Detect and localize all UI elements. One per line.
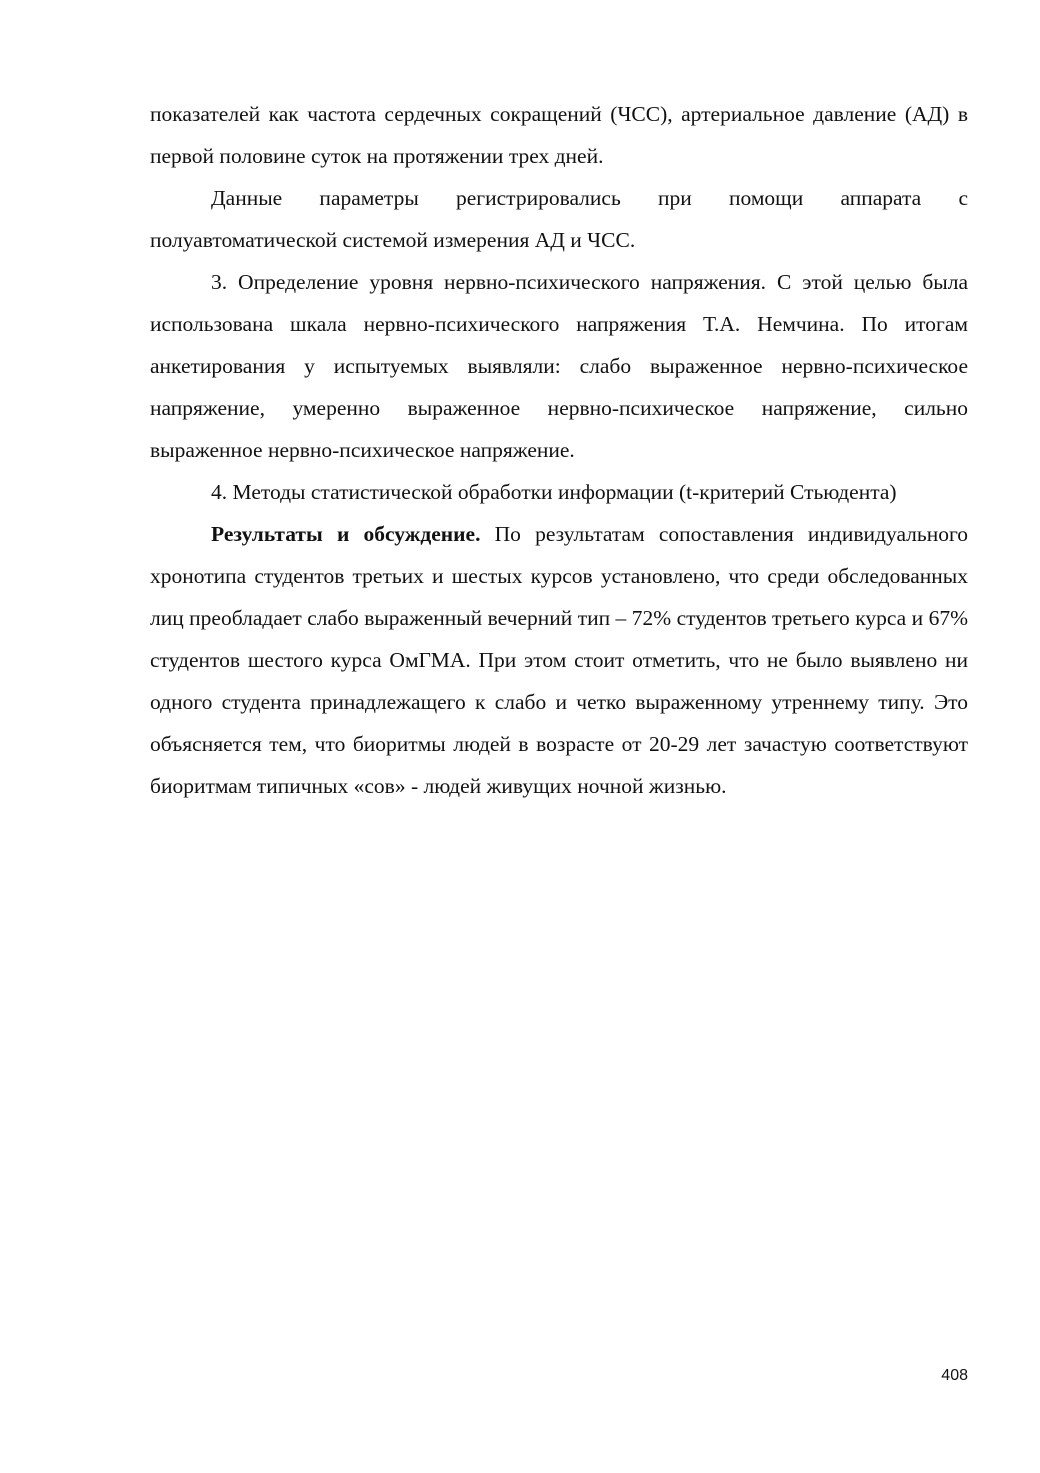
results-text: По результатам сопоставления индивидуального хронотипа студентов третьих и шестых курсов установлено, что среди обследованных лиц преобладает слабо выраженный вечерний тип – 72% студентов третьего курса и 67% студентов шестого курса ОмГМА. При этом стоит отметить, что не было выявлено ни одного студента принадлежащего к слабо и четко выраженному утреннему типу. Это объясняется тем, что биоритмы людей в возрасте от 20-29 лет зачастую соответствуют биоритмам типичных «сов» - людей живущих ночной жизнью. <box>150 522 968 798</box>
paragraph-stress-level: 3. Определение уровня нервно-психического напряжения. С этой целью была использована шкала нервно-психического напряжения Т.А. Немчина. По итогам анкетирования у испытуемых выявляли: слабо выраженное нервно-психическое напряжение, умеренно выраженное нервно-психическое напряжение, сильно выраженное нервно-психическое напряжение. <box>150 270 968 462</box>
page-body <box>150 93 968 807</box>
paragraph-indicators: показателей как частота сердечных сокращений (ЧСС), артериальное давление (АД) в первой половине суток на протяжении трех дней. <box>150 102 968 168</box>
paragraph-statistics: 4. Методы статистической обработки информации (t-критерий Стьюдента) <box>211 480 897 504</box>
paragraph-device: Данные параметры регистрировались при помощи аппарата с полуавтоматической системой измерения АД и ЧСС. <box>150 186 968 252</box>
results-heading: Результаты и обсуждение. <box>211 522 481 546</box>
page-number: 408 <box>941 1367 968 1384</box>
paragraph-results <box>150 513 968 807</box>
